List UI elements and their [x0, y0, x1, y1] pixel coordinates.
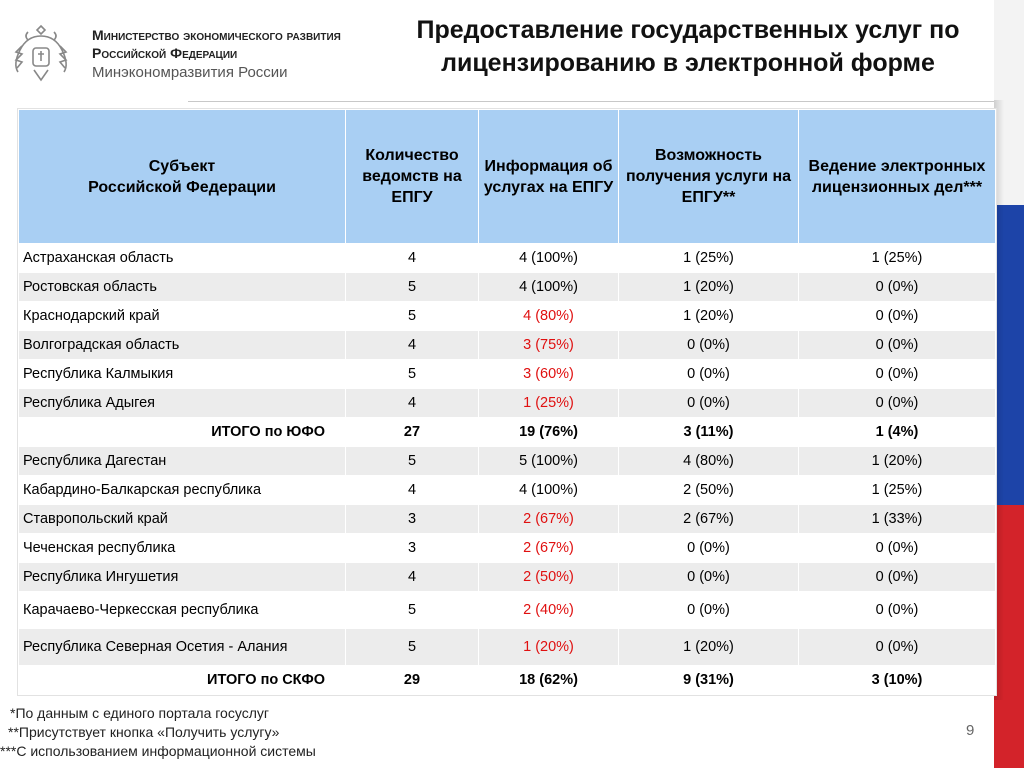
- cell-count: 4: [346, 476, 479, 505]
- cell-count: 4: [346, 244, 479, 273]
- cell-subject: Кабардино-Балкарская республика: [19, 476, 346, 505]
- cell-count: 3: [346, 505, 479, 534]
- cell-info: 4 (100%): [479, 273, 619, 302]
- col-header-possible: Возможность получения услуги на ЕПГУ**: [619, 110, 799, 244]
- table-header-row: [19, 110, 996, 244]
- cell-possible: 2 (67%): [619, 505, 799, 534]
- coat-of-arms-icon: [8, 20, 74, 86]
- table-row: [19, 592, 996, 629]
- cell-cases: 0 (0%): [799, 273, 996, 302]
- col-header-count: Количество ведомств на ЕПГУ: [346, 110, 479, 244]
- table-row: [19, 389, 996, 418]
- footnote-2: **Присутствует кнопка «Получить услугу»: [8, 724, 280, 740]
- cell-count: 5: [346, 592, 479, 629]
- table-row: [19, 447, 996, 476]
- cell-subject: Астраханская область: [19, 244, 346, 273]
- cell-count: 27: [346, 418, 479, 447]
- cell-subject: Республика Калмыкия: [19, 360, 346, 389]
- cell-subject: Республика Северная Осетия - Алания: [19, 629, 346, 666]
- cell-possible: 4 (80%): [619, 447, 799, 476]
- licensing-table: [18, 109, 996, 695]
- ministry-name: [92, 26, 341, 82]
- table-row: [19, 273, 996, 302]
- table-row: [19, 244, 996, 273]
- table-total-row: [19, 418, 996, 447]
- cell-subject: Чеченская республика: [19, 534, 346, 563]
- cell-cases: 1 (4%): [799, 418, 996, 447]
- cell-count: 3: [346, 534, 479, 563]
- cell-cases: 0 (0%): [799, 331, 996, 360]
- cell-cases: 0 (0%): [799, 563, 996, 592]
- cell-possible: 1 (20%): [619, 273, 799, 302]
- cell-info: 5 (100%): [479, 447, 619, 476]
- cell-cases: 0 (0%): [799, 302, 996, 331]
- cell-count: 29: [346, 666, 479, 695]
- cell-subject: Ростовская область: [19, 273, 346, 302]
- ministry-line1: Министерство экономического развития: [92, 27, 341, 43]
- cell-cases: 3 (10%): [799, 666, 996, 695]
- cell-subject: Карачаево-Черкесская республика: [19, 592, 346, 629]
- table-row: [19, 563, 996, 592]
- cell-info: 4 (100%): [479, 476, 619, 505]
- cell-cases: 0 (0%): [799, 389, 996, 418]
- cell-cases: 0 (0%): [799, 534, 996, 563]
- cell-subject: Ставропольский край: [19, 505, 346, 534]
- cell-possible: 1 (20%): [619, 629, 799, 666]
- cell-cases: 0 (0%): [799, 629, 996, 666]
- cell-subject: Республика Ингушетия: [19, 563, 346, 592]
- header-divider: [188, 101, 994, 102]
- table-row: [19, 331, 996, 360]
- cell-possible: 0 (0%): [619, 331, 799, 360]
- cell-info: 3 (75%): [479, 331, 619, 360]
- cell-cases: 0 (0%): [799, 360, 996, 389]
- cell-info: 3 (60%): [479, 360, 619, 389]
- cell-count: 4: [346, 563, 479, 592]
- cell-cases: 1 (20%): [799, 447, 996, 476]
- footnote-3: ***С использованием информационной системы: [0, 743, 316, 759]
- cell-subject: Волгоградская область: [19, 331, 346, 360]
- cell-count: 5: [346, 447, 479, 476]
- cell-count: 5: [346, 629, 479, 666]
- cell-possible: 1 (25%): [619, 244, 799, 273]
- cell-subject: Республика Адыгея: [19, 389, 346, 418]
- col-header-subject: Субъект Российской Федерации: [19, 110, 346, 244]
- cell-possible: 0 (0%): [619, 592, 799, 629]
- cell-possible: 0 (0%): [619, 563, 799, 592]
- table-row: [19, 629, 996, 666]
- ministry-line2: Российской Федерации: [92, 45, 238, 61]
- page-number: 9: [966, 722, 975, 739]
- cell-info: 2 (67%): [479, 534, 619, 563]
- cell-info: 1 (20%): [479, 629, 619, 666]
- table-row: [19, 505, 996, 534]
- cell-possible: 0 (0%): [619, 534, 799, 563]
- cell-subject: ИТОГО по ЮФО: [19, 418, 346, 447]
- col-header-info: Информация об услугах на ЕПГУ: [479, 110, 619, 244]
- cell-subject: Республика Дагестан: [19, 447, 346, 476]
- cell-count: 5: [346, 302, 479, 331]
- ministry-short-name: Минэкономразвития России: [92, 64, 288, 81]
- cell-info: 19 (76%): [479, 418, 619, 447]
- cell-info: 4 (100%): [479, 244, 619, 273]
- footnotes: [0, 704, 316, 761]
- cell-info: 2 (40%): [479, 592, 619, 629]
- cell-info: 2 (50%): [479, 563, 619, 592]
- cell-info: 4 (80%): [479, 302, 619, 331]
- cell-count: 4: [346, 331, 479, 360]
- cell-possible: 2 (50%): [619, 476, 799, 505]
- title-line2: лицензированию в электронной форме: [441, 49, 935, 77]
- cell-info: 2 (67%): [479, 505, 619, 534]
- title-line1: Предоставление государственных услуг по: [416, 16, 960, 44]
- cell-info: 18 (62%): [479, 666, 619, 695]
- cell-possible: 3 (11%): [619, 418, 799, 447]
- cell-cases: 1 (25%): [799, 244, 996, 273]
- cell-subject: ИТОГО по СКФО: [19, 666, 346, 695]
- table-row: [19, 534, 996, 563]
- cell-count: 5: [346, 360, 479, 389]
- cell-cases: 1 (25%): [799, 476, 996, 505]
- table-row: [19, 360, 996, 389]
- cell-count: 4: [346, 389, 479, 418]
- table-total-row: [19, 666, 996, 695]
- page-title: [378, 14, 998, 80]
- col-header-cases: Ведение электронных лицензионных дел***: [799, 110, 996, 244]
- cell-info: 1 (25%): [479, 389, 619, 418]
- cell-possible: 1 (20%): [619, 302, 799, 331]
- cell-count: 5: [346, 273, 479, 302]
- table-row: [19, 476, 996, 505]
- cell-cases: 0 (0%): [799, 592, 996, 629]
- footnote-1: *По данным с единого портала госуслуг: [10, 705, 269, 721]
- cell-possible: 9 (31%): [619, 666, 799, 695]
- table-row: [19, 302, 996, 331]
- cell-subject: Краснодарский край: [19, 302, 346, 331]
- cell-possible: 0 (0%): [619, 389, 799, 418]
- cell-possible: 0 (0%): [619, 360, 799, 389]
- cell-cases: 1 (33%): [799, 505, 996, 534]
